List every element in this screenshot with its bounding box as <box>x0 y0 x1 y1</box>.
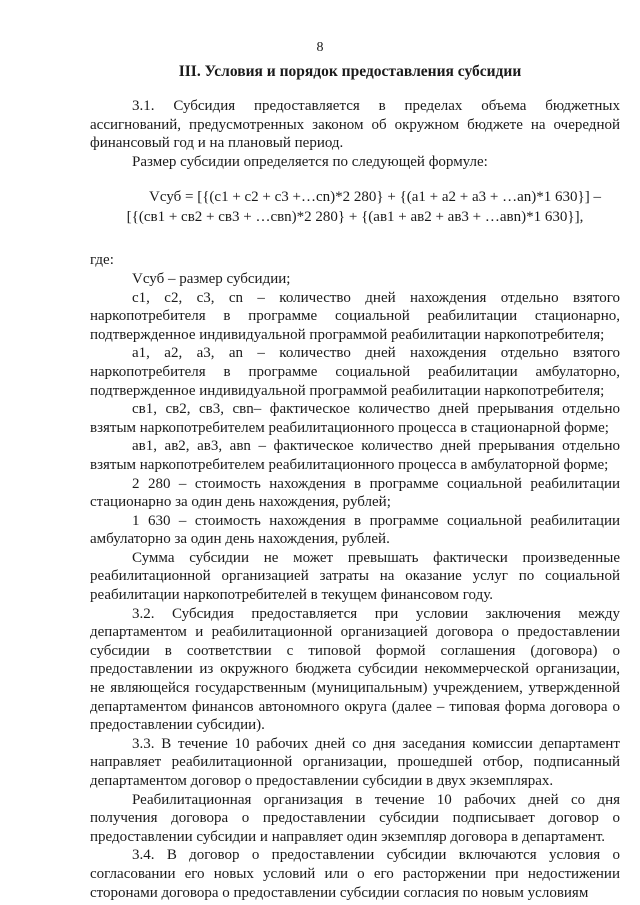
paragraph-3-3: 3.3. В течение 10 рабочих дней со дня заседания комиссии департамент направляет реабилитационной организации, прошедшей отбор, подписанный департаментом договор о предоставлении субсидии в двух экземплярах. <box>90 735 620 789</box>
formula-line-2: [{(св1 + св2 + св3 + …свn)*2 280} + {(ав1 + ав2 + ав3 + …авn)*1 630}], <box>126 209 584 226</box>
page-number: 8 <box>316 40 324 55</box>
definition-av: ав1, ав2, ав3, авn – фактическое количество дней прерывания отдельно взятым наркопотребителем реабилитационного процесса в амбулаторной форме; <box>90 438 620 473</box>
definition-c: с1, с2, с3, сn – количество дней нахождения отдельно взятого наркопотребителя в программе социальной реабилитации стационарно, подтвержденное индивидуальной программой реабилитации наркопотребителя; <box>90 289 620 343</box>
paragraph-3-4: 3.4. В договор о предоставлении субсидии включаются условия о согласовании его новых условий или о его расторжении при недостижении сторонами договора о предоставлении субсидии согласия по новым условиям <box>90 847 620 901</box>
paragraph-3-2: 3.2. Субсидия предоставляется при условии заключения между департаментом и реабилитационной организацией договора о предоставлении субсидии в соответствии с типовой формой соглашения (договора) о предоставлении из окружного бюджета субсидии некоммерческой организации, не являющейся государственным (муниципальным) учреждением, утвержденной департаментом финансов автономного округа (далее – типовая форма договора о предоставлении субсидии). <box>90 605 620 734</box>
definition-a: а1, а2, а3, аn – количество дней нахождения отдельно взятого наркопотребителя в программе социальной реабилитации амбулаторно, подтвержденное индивидуальной программой реабилитации наркопотребителя; <box>90 345 620 399</box>
paragraph-3-1: 3.1. Субсидия предоставляется в пределах объема бюджетных ассигнований, предусмотренных законом об окружном бюджете на очередной финансовый год и на плановый период. <box>90 98 620 152</box>
document-body <box>90 97 620 902</box>
subsidy-formula <box>90 187 620 227</box>
definition-vsub: Vсуб – размер субсидии; <box>132 270 291 287</box>
definition-1630: 1 630 – стоимость нахождения в программе социальной реабилитации амбулаторно за один день нахождения, рублей. <box>90 512 620 548</box>
formula-line-1: Vсуб = [{(c1 + c2 + c3 +…cn)*2 280} + {(a1 + a2 + a3 + …an)*1 630}] – <box>149 189 601 206</box>
definition-sv: св1, св2, св3, свn– фактическое количество дней прерывания отдельно взятым наркопотребителем реабилитационного процесса в стационарной форме; <box>90 401 620 436</box>
paragraph-3-3-continued: Реабилитационная организация в течение 10 рабочих дней со дня получения договора о предоставлении субсидии подписывает договор о предоставлении субсидии и направляет один экземпляр договора в департамент. <box>90 791 620 845</box>
section-title: III. Условия и порядок предоставления субсидии <box>178 63 522 80</box>
definition-2280: 2 280 – стоимость нахождения в программе социальной реабилитации стационарно за один день нахождения, рублей; <box>90 475 620 511</box>
where-label: где: <box>90 252 114 269</box>
paragraph-subsidy-limit: Сумма субсидии не может превышать фактически произведенные реабилитационной организацией затраты на оказание услуг по социальной реабилитации наркопотребителей в текущем финансовом году. <box>90 549 620 604</box>
paragraph-formula-intro: Размер субсидии определяется по следующей формуле: <box>132 153 488 170</box>
